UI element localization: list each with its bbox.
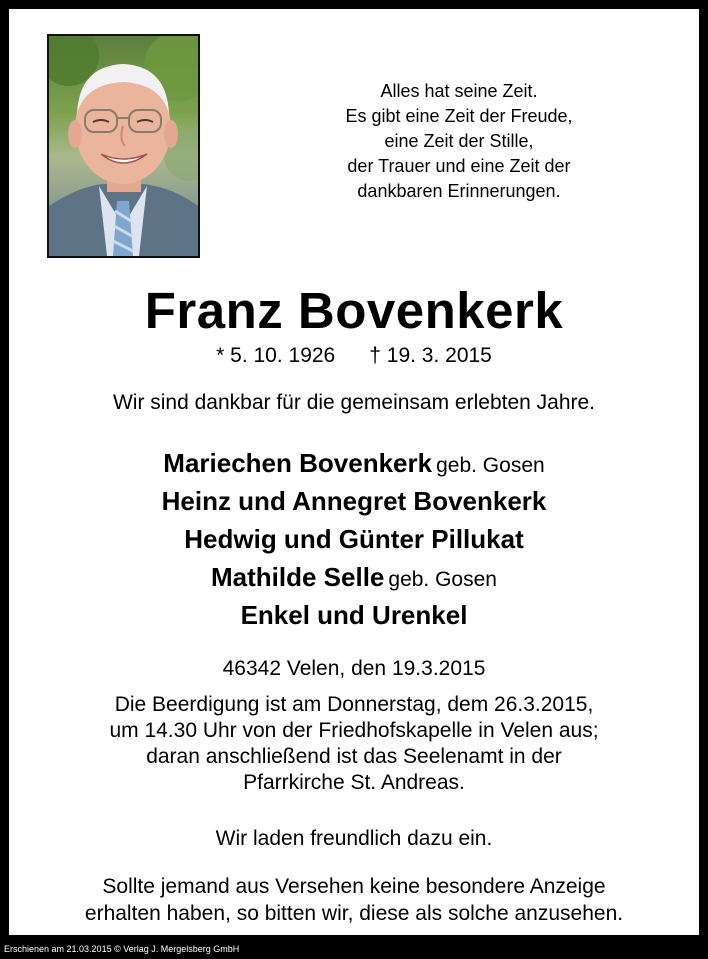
memorial-quote bbox=[289, 79, 629, 204]
invitation-line: Wir laden freundlich dazu ein. bbox=[215, 827, 493, 850]
family-member bbox=[9, 520, 699, 558]
family-member bbox=[9, 596, 699, 634]
closing-note bbox=[9, 873, 699, 927]
family-member-name: Hedwig und Günter Pillukat bbox=[184, 524, 524, 554]
family-member bbox=[9, 482, 699, 520]
family-member-name: Mathilde Selle bbox=[211, 562, 385, 592]
quote-line: eine Zeit der Stille, bbox=[384, 131, 534, 151]
funeral-line: daran anschließend ist das Seelenamt in der bbox=[146, 745, 562, 768]
birth-date: * 5. 10. 1926 bbox=[216, 344, 336, 367]
closing-line: erhalten haben, so bitten wir, diese als solche anzusehen. bbox=[84, 902, 624, 925]
family-member-note: geb. Gosen bbox=[436, 454, 545, 477]
family-member-name: Mariechen Bovenkerk bbox=[163, 448, 433, 478]
funeral-info bbox=[9, 692, 699, 796]
life-dates bbox=[9, 343, 699, 369]
funeral-line: Pfarrkirche St. Andreas. bbox=[243, 771, 465, 794]
thanks-line: Wir sind dankbar für die gemeinsam erlebten Jahre. bbox=[112, 391, 596, 414]
quote-line: Alles hat seine Zeit. bbox=[380, 81, 538, 101]
funeral-line: um 14.30 Uhr von der Friedhofskapelle in Velen aus; bbox=[109, 719, 599, 742]
family-member bbox=[9, 558, 699, 596]
closing-line: Sollte jemand aus Versehen keine besondere Anzeige bbox=[102, 875, 606, 898]
family-member-name: Heinz und Annegret Bovenkerk bbox=[161, 486, 547, 516]
family-list bbox=[9, 444, 699, 634]
quote-line: der Trauer und eine Zeit der bbox=[347, 156, 571, 176]
quote-line: dankbaren Erinnerungen. bbox=[357, 181, 561, 201]
death-date: † 19. 3. 2015 bbox=[369, 344, 492, 367]
place-date: 46342 Velen, den 19.3.2015 bbox=[222, 657, 486, 680]
publication-footer: Erschienen am 21.03.2015 © Verlag J. Mergelsberg GmbH bbox=[4, 944, 240, 954]
portrait-photo bbox=[47, 34, 200, 258]
deceased-name: Franz Bovenkerk bbox=[144, 282, 564, 339]
family-member-note: geb. Gosen bbox=[388, 568, 497, 591]
obituary-card bbox=[9, 9, 699, 935]
family-member-name: Enkel und Urenkel bbox=[240, 600, 468, 630]
quote-line: Es gibt eine Zeit der Freude, bbox=[345, 106, 573, 126]
family-member bbox=[9, 444, 699, 482]
funeral-line: Die Beerdigung ist am Donnerstag, dem 26.3.2015, bbox=[114, 693, 594, 716]
